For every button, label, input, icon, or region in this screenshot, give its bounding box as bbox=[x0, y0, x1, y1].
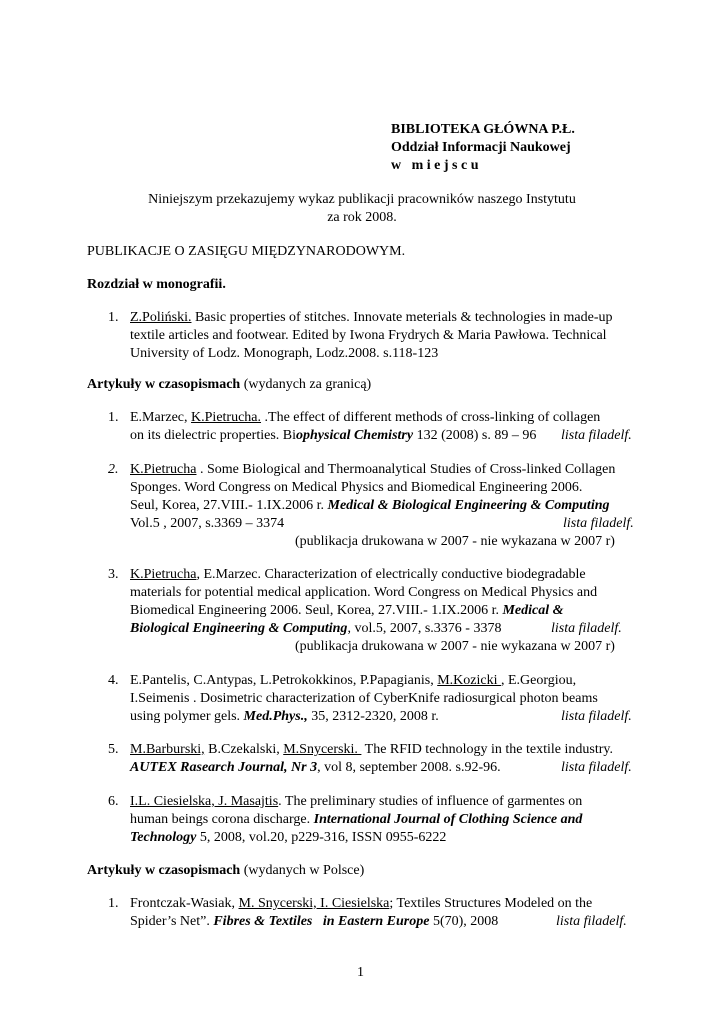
list-tag: lista filadelf. bbox=[561, 760, 632, 775]
item-line bbox=[130, 427, 536, 445]
journal: Technology bbox=[130, 830, 197, 845]
header-line-3: w m i e j s c u bbox=[391, 158, 479, 173]
item-line bbox=[130, 811, 582, 829]
section-title: PUBLIKACJE O ZASIĘGU MIĘDZYNARODOWYM. bbox=[87, 244, 406, 259]
item-line bbox=[130, 708, 439, 726]
list-tag: lista filadelf. bbox=[561, 428, 632, 443]
item-text: , E.Georgiou, bbox=[500, 673, 577, 688]
item-text: The RFID technology in the textile industry. bbox=[361, 742, 613, 757]
item-line: Vol.5 , 2007, s.3369 – 3374 bbox=[130, 516, 285, 531]
item-text: using polymer gels. bbox=[130, 709, 244, 724]
item-number: 1. bbox=[108, 896, 119, 911]
item-text: .The effect of different methods of cross-linking of collagen bbox=[261, 410, 601, 425]
journal: Biological Engineering & Computing bbox=[130, 621, 348, 636]
item-line: University of Lodz. Monograph, Lodz.2008. s.118-123 bbox=[130, 346, 439, 361]
author: K.Pietrucha. bbox=[191, 410, 262, 425]
author: M.Snycerski. bbox=[283, 742, 362, 757]
item-line: Sponges. Word Congress on Medical Physics and Biomedical Engineering 2006. bbox=[130, 480, 583, 495]
item-text: 5, 2008, vol.20, p229-316, ISSN 0955-6222 bbox=[196, 830, 447, 845]
item-number: 1. bbox=[108, 310, 119, 325]
co-authors: Frontczak-Wasiak, bbox=[130, 896, 239, 911]
intro-line-1: Niniejszym przekazujemy wykaz publikacji pracowników naszego Instytutu bbox=[148, 192, 576, 207]
co-authors: E.Pantelis, C.Antypas, L.Petrokokkinos, P.Papagianis, bbox=[130, 673, 438, 688]
heading-text: Artykuły w czasopismach bbox=[87, 377, 241, 392]
item-line bbox=[130, 759, 501, 777]
item-number: 2. bbox=[108, 462, 119, 477]
journal: Medical & bbox=[502, 603, 564, 618]
item-text: Spider’s Net”. bbox=[130, 914, 214, 929]
item-number: 6. bbox=[108, 794, 119, 809]
list-tag: lista filadelf. bbox=[561, 709, 632, 724]
item-line bbox=[130, 566, 586, 584]
item-number: 5. bbox=[108, 742, 119, 757]
item-text: human beings corona discharge. bbox=[130, 812, 314, 827]
item-line: textile articles and footwear. Edited by Iwona Frydrych & Maria Pawłowa. Technical bbox=[130, 328, 607, 343]
journal: ophysical Chemistry bbox=[296, 428, 414, 443]
item-line bbox=[130, 895, 592, 913]
item-line bbox=[130, 620, 501, 638]
item-line bbox=[130, 793, 582, 811]
item-number: 1. bbox=[108, 410, 119, 425]
item-text: Basic properties of stitches. Innovate meterials & technologies in made-up bbox=[191, 310, 613, 325]
item-text: Seul, Korea, 27.VIII.- 1.IX.2006 r. bbox=[130, 498, 328, 513]
item-text: 132 (2008) s. 89 – 96 bbox=[413, 428, 537, 443]
item-line bbox=[130, 602, 564, 620]
publication-note: (publikacja drukowana w 2007 - nie wykazana w 2007 r) bbox=[295, 639, 615, 654]
header-line-1: BIBLIOTEKA GŁÓWNA P.Ł. bbox=[391, 122, 575, 137]
author: M.Barburski, bbox=[130, 742, 205, 757]
item-line bbox=[130, 672, 576, 690]
item-number: 4. bbox=[108, 673, 119, 688]
author: I.L. Ciesielska, J. Masajtis bbox=[130, 794, 279, 809]
item-text: ; Textiles Structures Modeled on the bbox=[389, 896, 593, 911]
co-authors: B.Czekalski, bbox=[204, 742, 284, 757]
intro-line-2: za rok 2008. bbox=[327, 210, 397, 225]
publication-note: (publikacja drukowana w 2007 - nie wykazana w 2007 r) bbox=[295, 534, 615, 549]
list-tag: lista filadelf. bbox=[556, 914, 627, 929]
item-line: materials for potential medical application. Word Congress on Medical Physics and bbox=[130, 585, 598, 600]
item-line bbox=[130, 829, 446, 847]
co-authors: E.Marzec, bbox=[130, 410, 192, 425]
author: K.Pietrucha bbox=[130, 462, 197, 477]
polish-articles-heading bbox=[87, 862, 364, 880]
journal: Fibres & Textiles in Eastern Europe bbox=[213, 914, 430, 929]
author: Z.Poliński. bbox=[130, 310, 192, 325]
author: K.Pietrucha bbox=[130, 567, 197, 582]
item-line bbox=[130, 461, 615, 479]
item-text: . The preliminary studies of influence of garmentes on bbox=[278, 794, 583, 809]
foreign-articles-heading bbox=[87, 376, 371, 394]
monograph-heading: Rozdział w monografii. bbox=[87, 277, 226, 292]
item-line bbox=[130, 913, 498, 931]
journal: Medical & Biological Engineering & Computing bbox=[327, 498, 610, 513]
list-tag: lista filadelf. bbox=[563, 516, 634, 531]
journal: AUTEX Rasearch Journal, Nr 3 bbox=[130, 760, 318, 775]
item-text: Biomedical Engineering 2006. Seul, Korea, 27.VIII.- 1.IX.2006 r. bbox=[130, 603, 503, 618]
item-line bbox=[130, 309, 613, 327]
item-text: , E.Marzec. Characterization of electrically conductive biodegradable bbox=[196, 567, 586, 582]
item-text: 5(70), 2008 bbox=[429, 914, 499, 929]
item-text: , vol 8, september 2008. s.92-96. bbox=[317, 760, 501, 775]
item-text: 35, 2312-2320, 2008 r. bbox=[307, 709, 439, 724]
heading-note: (wydanych za granicą) bbox=[240, 377, 372, 392]
journal: International Journal of Clothing Science and bbox=[313, 812, 583, 827]
item-text: , vol.5, 2007, s.3376 - 3378 bbox=[347, 621, 502, 636]
item-text: on its dielectric properties. Bi bbox=[130, 428, 297, 443]
header-line-2: Oddział Informacji Naukowej bbox=[391, 140, 571, 155]
item-text: . Some Biological and Thermoanalytical Studies of Cross-linked Collagen bbox=[196, 462, 616, 477]
list-tag: lista filadelf. bbox=[551, 621, 622, 636]
item-line bbox=[130, 497, 610, 515]
item-line: I.Seimenis . Dosimetric characterization of CyberKnife radiosurgical photon beams bbox=[130, 691, 598, 706]
item-number: 3. bbox=[108, 567, 119, 582]
journal: Med.Phys., bbox=[243, 709, 308, 724]
heading-text: Artykuły w czasopismach bbox=[87, 863, 241, 878]
item-line bbox=[130, 741, 613, 759]
author: M. Snycerski, I. Ciesielska bbox=[238, 896, 390, 911]
heading-note: (wydanych w Polsce) bbox=[240, 863, 365, 878]
page-number: 1 bbox=[357, 965, 364, 980]
item-line bbox=[130, 409, 600, 427]
author: M.Kozicki bbox=[437, 673, 501, 688]
